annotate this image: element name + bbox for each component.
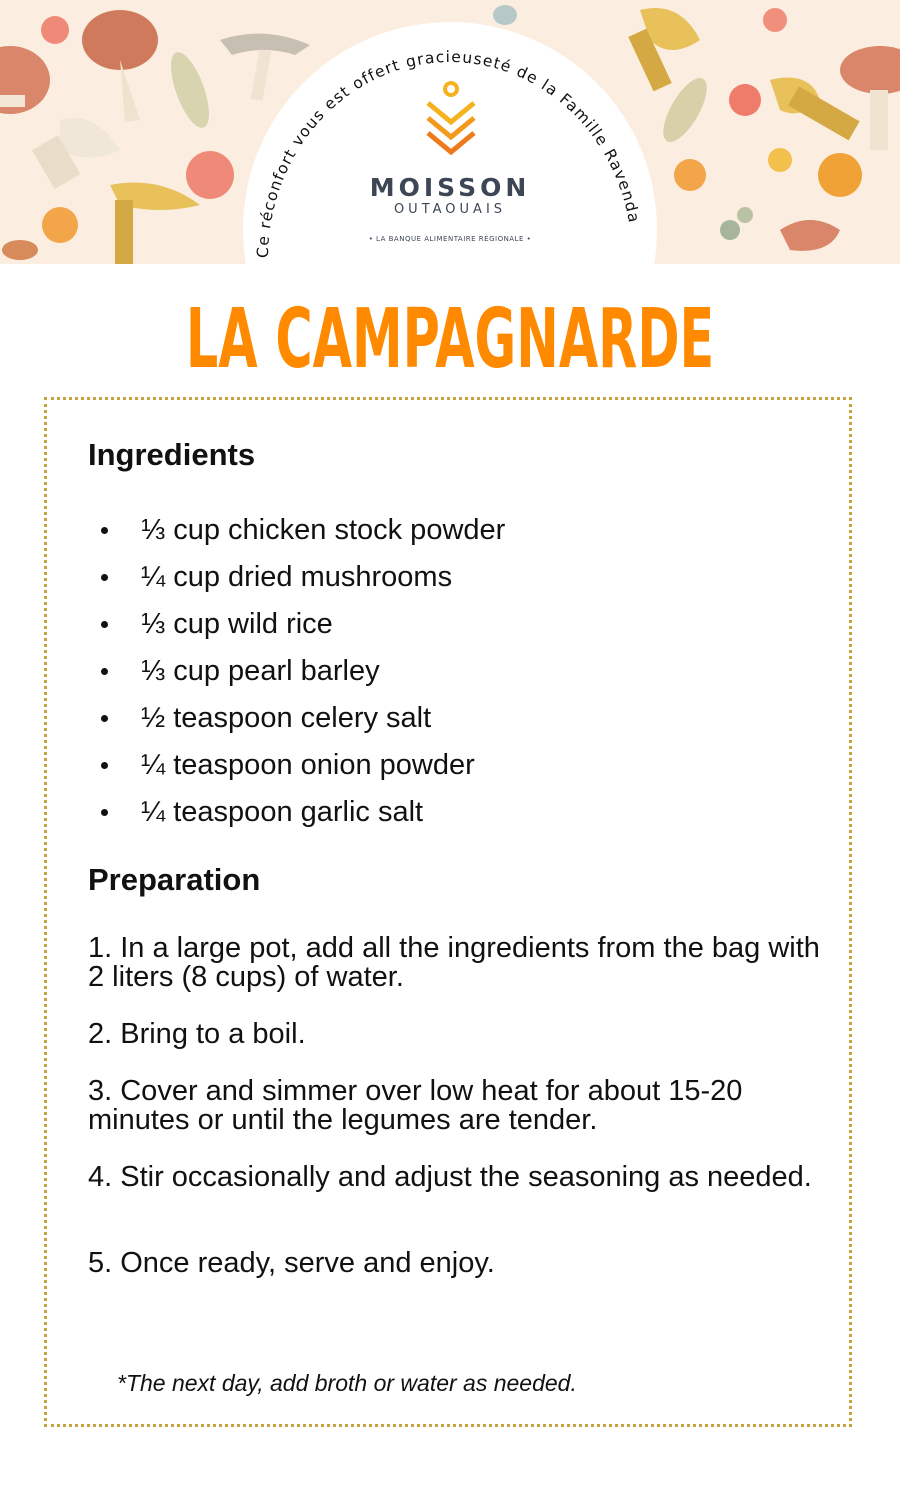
list-item: ⅓ cup wild rice — [100, 604, 505, 651]
recipe-title: LA CAMPAGNARDE — [185, 292, 715, 387]
preparation-step: 5. Once ready, serve and enjoy. — [88, 1247, 495, 1279]
list-item: ⅓ cup pearl barley — [100, 651, 505, 698]
header-banner — [0, 0, 900, 264]
svg-text:Ce réconfort vous est offert g: Ce réconfort vous est offert gracieuseté de la Famille Ravenda — [253, 47, 644, 259]
bullet-icon — [101, 809, 108, 816]
preparation-step: 4. Stir occasionally and adjust the seasoning as needed. — [88, 1161, 812, 1193]
bullet-icon — [101, 527, 108, 534]
preparation-step: 1. In a large pot, add all the ingredients from the bag with 2 liters (8 cups) of water. — [88, 932, 820, 993]
list-item: ⅓ cup chicken stock powder — [100, 510, 505, 557]
list-item: ¼ teaspoon garlic salt — [100, 792, 505, 839]
preparation-heading: Preparation — [88, 862, 261, 897]
brand-tagline: • LA BANQUE ALIMENTAIRE RÉGIONALE • — [368, 235, 532, 243]
list-item: ½ teaspoon celery salt — [100, 698, 505, 745]
preparation-step: 2. Bring to a boil. — [88, 1018, 306, 1050]
bullet-icon — [101, 762, 108, 769]
bullet-icon — [101, 621, 108, 628]
bullet-icon — [101, 574, 108, 581]
bullet-icon — [101, 715, 108, 722]
preparation-step: 3. Cover and simmer over low heat for about 15-20 minutes or until the legumes are tender. — [88, 1075, 743, 1136]
brand-name: MOISSON — [369, 173, 531, 202]
ingredients-list — [100, 510, 505, 839]
list-item: ¼ cup dried mushrooms — [100, 557, 505, 604]
list-item: ¼ teaspoon onion powder — [100, 745, 505, 792]
bullet-icon — [101, 668, 108, 675]
ingredients-heading: Ingredients — [88, 437, 256, 472]
moisson-logo-icon — [0, 0, 900, 264]
footnote: *The next day, add broth or water as needed. — [117, 1370, 577, 1396]
brand-subtitle: OUTAOUAIS — [393, 202, 507, 217]
